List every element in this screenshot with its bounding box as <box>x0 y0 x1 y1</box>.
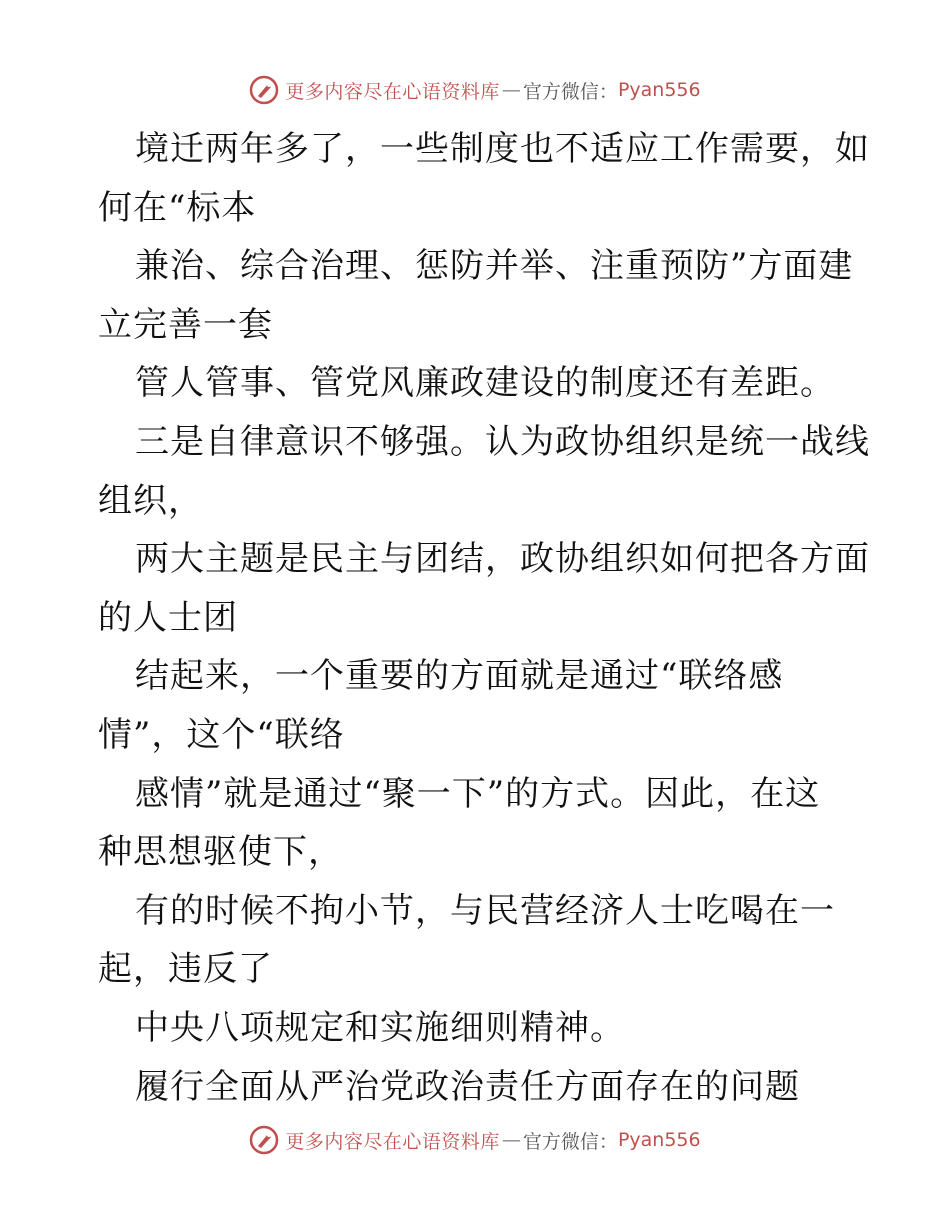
watermark-official-label: 官方微信： <box>522 1130 618 1153</box>
body-line: 境迁两年多了，一些制度也不适应工作需要，如 <box>135 129 870 169</box>
pen-nib-logo-icon <box>249 75 279 105</box>
watermark-text: 更多内容尽在心语资料库 <box>285 1130 500 1153</box>
body-line: 管人管事、管党风廉政建设的制度还有差距。 <box>135 363 835 404</box>
body-line: 起，违反了 <box>98 949 273 990</box>
header-watermark <box>0 70 950 110</box>
body-line: 立完善一套 <box>98 304 273 345</box>
body-line: 结起来，一个重要的方面就是通过“联络感 <box>135 656 784 697</box>
body-line: 兼治、综合治理、惩防并举、注重预防”方面建 <box>135 246 854 287</box>
pen-nib-logo-icon <box>249 1125 279 1155</box>
body-line: 组织， <box>98 480 203 521</box>
watermark-official-label: 官方微信： <box>522 80 618 103</box>
body-line: 中央八项规定和实施细则精神。 <box>135 1007 625 1048</box>
body-line: 的人士团 <box>98 597 238 638</box>
body-line: 两大主题是民主与团结，政协组织如何把各方面 <box>135 539 870 580</box>
body-line: 何在“标本 <box>98 187 257 228</box>
watermark-separator: — <box>501 79 521 101</box>
body-line: 履行全面从严治党政治责任方面存在的问题 <box>135 1066 800 1107</box>
watermark-wechat-id: Pyan556 <box>617 1129 701 1151</box>
watermark-text: 更多内容尽在心语资料库 <box>285 80 500 103</box>
body-line: 感情”就是通过“聚一下”的方式。因此，在这 <box>135 773 821 814</box>
watermark-wechat-id: Pyan556 <box>617 79 701 101</box>
watermark-separator: — <box>501 1129 521 1151</box>
document-body <box>98 120 870 1116</box>
body-line: 三是自律意识不够强。认为政协组织是统一战线 <box>135 421 870 462</box>
body-line: 情”，这个“联络 <box>98 714 345 755</box>
footer-watermark <box>0 1120 950 1160</box>
body-line: 种思想驱使下， <box>98 832 343 873</box>
body-line: 有的时候不拘小节，与民营经济人士吃喝在一 <box>135 890 835 931</box>
